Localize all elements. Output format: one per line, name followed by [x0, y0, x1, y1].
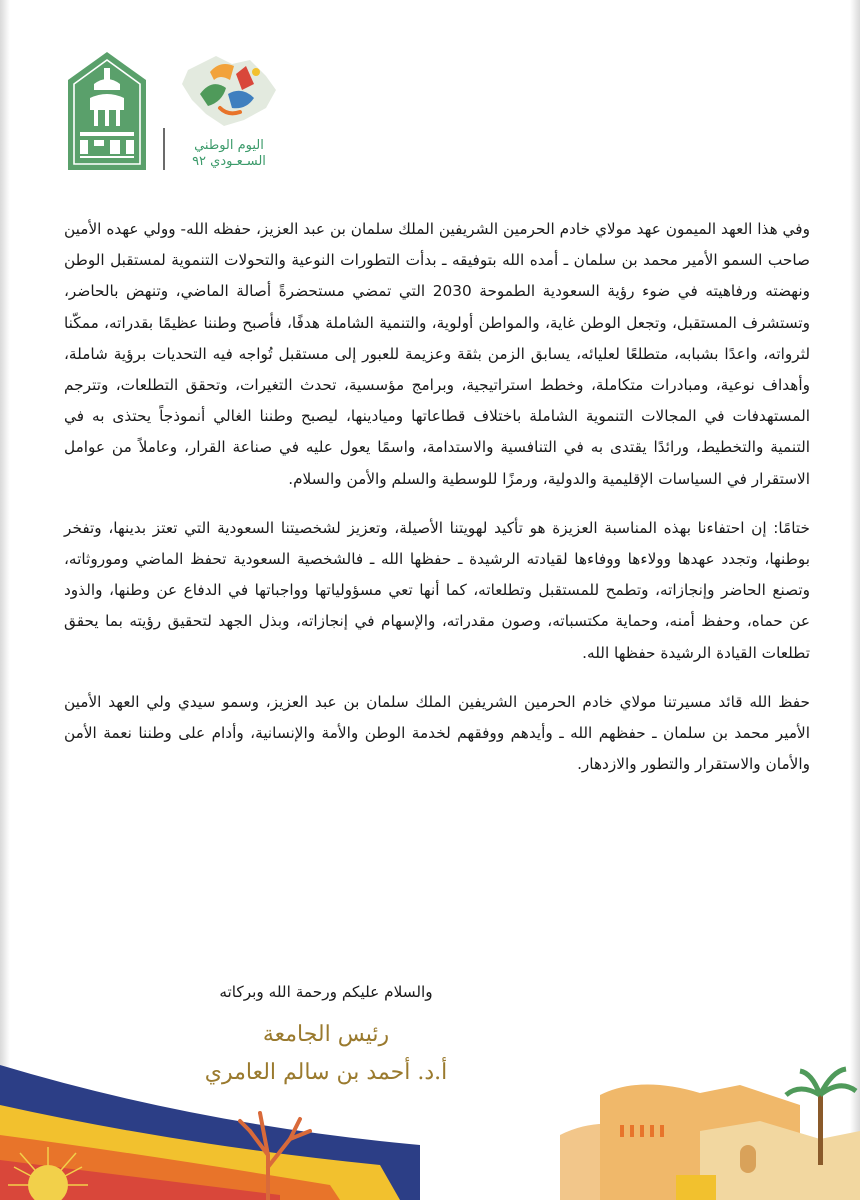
university-logo — [64, 50, 150, 172]
signature-title: رئيس الجامعة — [262, 1022, 390, 1047]
national-day-caption-line2: السـعـودي ٩٢ — [192, 154, 266, 169]
closing-greeting: والسلام عليكم ورحمة الله وبركاته — [219, 983, 433, 1001]
national-day-logo — [170, 50, 288, 172]
paragraph-conclusion: ختامًا: إن احتفاءنا بهذه المناسبة العزيزة هو تأكيد لهويتنا الأصيلة، وتعزيز لشخصيتنا السعودية التي تعتز بدينها، وتفخر بوطنها، وتجدد عهدها وولاءها ووفاءها لقيادته الرشيدة ـ حفظها الله ـ فالشخصية السعودية تحفظ الماضي وموروثاته، وتصنع الحاضر وإنجازاته، وتطمح للمستقبل وتطلعاته، كما أنها تعي مسؤولياتها وواجباتها في الدفاع عن وطنها، والذود عن حماه، وحفظ أمنه، وحماية مكتسباته، وصون مقدراته، والإسهام في إنجازاته، وبذل الجهد لتحقيق رؤيته بما يحقق تطلعات القيادة الرشيدة حفظها الله. — [64, 518, 810, 662]
page-edge-left — [0, 0, 10, 1200]
page-edge-right — [850, 0, 860, 1200]
logo-divider — [163, 128, 165, 170]
mud-buildings-icon — [560, 1084, 860, 1200]
footer-illustration — [0, 1035, 860, 1200]
saudi-map-icon — [170, 50, 288, 136]
letter-body — [64, 214, 810, 780]
paragraph-vision: وفي هذا العهد الميمون عهد مولاي خادم الحرمين الشريفين الملك سلمان بن عبد العزيز، حفظه الله- وولي عهده الأمين صاحب السمو الأمير محمد بن سلمان ـ أمده الله بتوفيقه ـ بدأت التطورات النوعية والتحولات التنموية لمستقبل الوطن ونهضته ورفاهيته في ضوء رؤية السعودية الطموحة 2030 التي تمضي مستحضرةً أصالة الماضي، وتنهض بالحاضر، وتستشرف المستقبل، وتجعل الوطن غاية، والمواطن أولوية، والتنمية الشاملة هدفًا، فأصبح وطننا عظيمًا بقدراته، ممكّنا لثرواته، واعدًا بشبابه، متطلعًا لعليائه، يسابق الزمن بثقة وعزيمة للعبور إلى مستقبل تُواجه فيه التحديات برؤية شاملة، وأهداف نوعية، ومبادرات متكاملة، وخطط استراتيجية، وبرامج مؤسسية، تحدث التغيرات، وتحقق التطلعات، وتترجم المستهدفات في المجالات التنموية الشاملة باختلاف قطاعاتها وميادينها، ليصبح وطننا الغالي أنموذجاً يحتذى به في التنمية والتخطيط، ورائدًا يقتدى به في التنافسية والاستدامة، واسمًا يعول عليه في صناعة القرار، وعاملاً من عوامل الاستقرار في السياسات الإقليمية والدولية، ورمزًا للوسطية والسلم والأمن والسلام. — [64, 220, 810, 488]
paragraph-prayer: حفظ الله قائد مسيرتنا مولاي خادم الحرمين الشريفين الملك سلمان بن عبد العزيز، وسمو سيدي ولي العهد الأمين الأمير محمد بن سلمان ـ حفظهم الله ـ وأيدهم ووفقهم لخدمة الوطن والأمة والإنسانية، وأدام على وطننا نعمة الأمن والأمان والاستقرار والتطور والازدهار. — [64, 692, 810, 774]
national-day-caption-line1: اليوم الوطني — [194, 138, 264, 153]
signature-name: أ.د. أحمد بن سالم العامري — [204, 1060, 448, 1085]
